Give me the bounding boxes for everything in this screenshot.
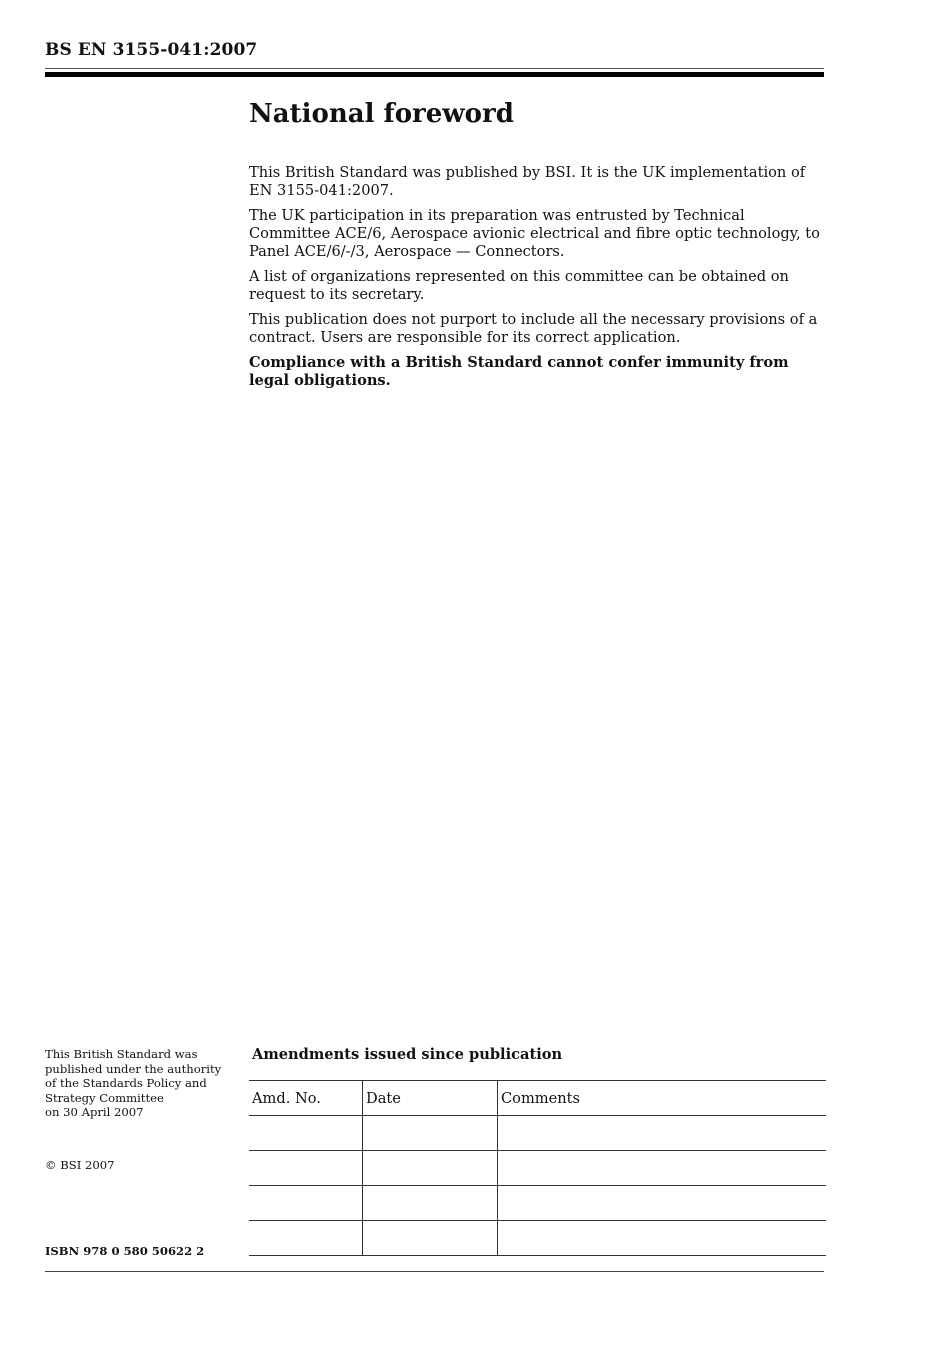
cell-comments: [498, 1116, 827, 1151]
document-id: BS EN 3155-041:2007: [45, 40, 258, 60]
authority-note: [45, 1047, 240, 1120]
amendments-table: [249, 1080, 826, 1256]
cell-date: [363, 1116, 498, 1151]
table-row: [249, 1186, 826, 1221]
paragraph-committee-list: A list of organizations represented on this committee can be obtained on request to its secretary.: [249, 268, 789, 303]
cell-amd-no: [249, 1186, 363, 1221]
amendments-header-row: [249, 1081, 826, 1116]
page-title: National foreword: [249, 99, 514, 129]
compliance-note: Compliance with a British Standard cannot confer immunity from legal obligations.: [249, 354, 789, 389]
copyright-notice: © BSI 2007: [45, 1158, 115, 1172]
authority-line: This British Standard was: [45, 1047, 198, 1061]
table-row: [249, 1151, 826, 1186]
column-header-date: Date: [363, 1081, 498, 1116]
cell-comments: [498, 1151, 827, 1186]
foreword-body: [249, 164, 827, 397]
amendments-title: Amendments issued since publication: [252, 1046, 563, 1063]
cell-date: [363, 1221, 498, 1256]
authority-line: on 30 April 2007: [45, 1105, 144, 1120]
cell-comments: [498, 1221, 827, 1256]
cell-date: [363, 1151, 498, 1186]
cell-date: [363, 1186, 498, 1221]
table-row: [249, 1116, 826, 1151]
header-thin-rule: [45, 68, 824, 69]
authority-line: of the Standards Policy and: [45, 1076, 207, 1091]
paragraph-provisions: This publication does not purport to include all the necessary provisions of a contract. Users are responsible for its correct application.: [249, 311, 818, 346]
authority-line: published under the authority: [45, 1061, 222, 1076]
footer-rule: [45, 1271, 824, 1272]
cell-amd-no: [249, 1221, 363, 1256]
isbn-number: ISBN 978 0 580 50622 2: [45, 1244, 205, 1258]
paragraph-publication: This British Standard was published by BSI. It is the UK implementation of EN 3155-041:2007.: [249, 164, 806, 199]
table-row: [249, 1221, 826, 1256]
authority-line: Strategy Committee: [45, 1090, 164, 1105]
cell-amd-no: [249, 1151, 363, 1186]
paragraph-participation: The UK participation in its preparation was entrusted by Technical Committee ACE/6, Aerospace avionic electrical and fibre optic technology, to Panel ACE/6/-/3, Aerospace — Connectors.: [249, 207, 820, 260]
cell-amd-no: [249, 1116, 363, 1151]
header-thick-rule: [45, 72, 824, 77]
cell-comments: [498, 1186, 827, 1221]
column-header-comments: Comments: [498, 1081, 827, 1116]
column-header-amd-no: Amd. No.: [249, 1081, 363, 1116]
